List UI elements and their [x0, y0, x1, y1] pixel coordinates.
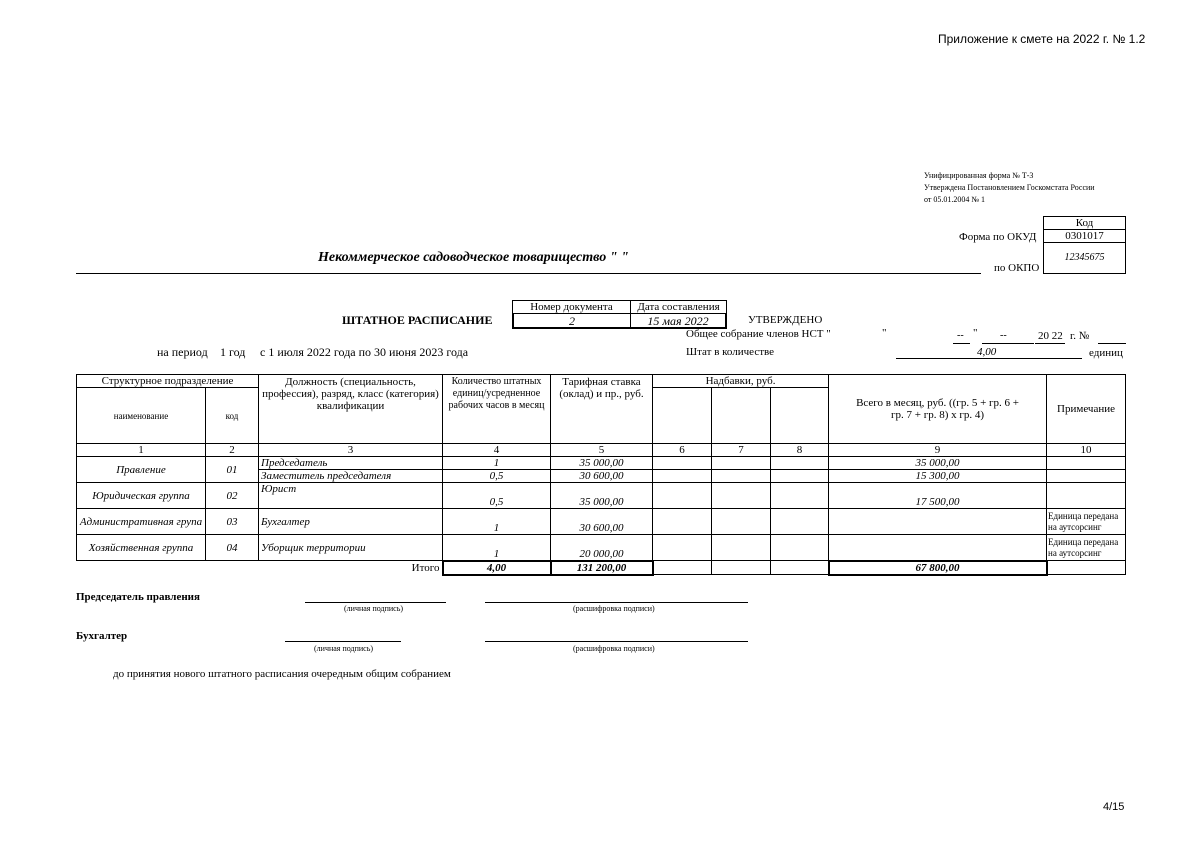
staff-label: Штат в количестве — [686, 346, 775, 358]
staff-units: единиц — [1089, 347, 1123, 359]
unified-form-line: от 05.01.2004 № 1 — [924, 195, 986, 204]
approved-year-line — [1035, 343, 1065, 344]
row-bonus — [653, 535, 712, 561]
approved-year-suffix: г. № — [1070, 330, 1090, 342]
header-bonus: Надбавки, руб. — [653, 375, 829, 388]
staff-underline — [896, 358, 1082, 359]
row-rate: 35 000,00 — [551, 483, 653, 509]
approved-month: -- — [1000, 330, 1007, 341]
approved-quote-close: " — [973, 327, 978, 339]
doc-date: 15 мая 2022 — [630, 313, 727, 329]
header-note: Примечание — [1047, 375, 1126, 444]
row-note — [1047, 457, 1126, 470]
row-bonus — [771, 483, 829, 509]
row-position: Председатель — [259, 457, 443, 470]
org-underline — [76, 273, 981, 274]
row-bonus — [712, 483, 771, 509]
accountant-signature-line — [285, 641, 401, 642]
row-count: 1 — [443, 457, 551, 470]
row-rate: 35 000,00 — [551, 457, 653, 470]
col-number: 7 — [712, 444, 771, 457]
row-bonus — [771, 470, 829, 483]
approved-month-line — [982, 343, 1034, 344]
doc-date-label: Дата составления — [630, 300, 727, 314]
okud-value: 0301017 — [1043, 229, 1126, 243]
total-row — [77, 561, 1126, 575]
approved-day-line — [953, 343, 970, 344]
chairman-label: Председатель правления — [76, 591, 200, 603]
row-bonus — [712, 535, 771, 561]
unified-form-note — [924, 170, 1095, 206]
header-total: Всего в месяц, руб. ((гр. 5 + гр. 6 + гр. 7 + гр. 8) х гр. 4) — [829, 375, 1047, 444]
footer-note: до принятия нового штатного расписания очередным общим собранием — [113, 668, 451, 680]
doc-number: 2 — [512, 313, 631, 329]
row-division-code: 02 — [206, 483, 259, 509]
approved-number-line — [1098, 343, 1126, 344]
row-count: 1 — [443, 509, 551, 535]
row-position: Уборщик территории — [259, 535, 443, 561]
row-bonus — [653, 470, 712, 483]
header-name: наименование — [77, 388, 206, 444]
total-note — [1047, 561, 1126, 575]
chairman-decoding-caption: (расшифровка подписи) — [573, 604, 655, 613]
row-rate: 30 600,00 — [551, 509, 653, 535]
col-number: 6 — [653, 444, 712, 457]
row-total: 17 500,00 — [829, 483, 1047, 509]
row-division-name: Правление — [77, 457, 206, 483]
row-bonus — [653, 509, 712, 535]
approved-day: -- — [957, 330, 964, 341]
col-number: 1 — [77, 444, 206, 457]
row-position: Бухгалтер — [259, 509, 443, 535]
table-row — [77, 535, 1126, 561]
total-bonus — [771, 561, 829, 575]
row-total: 35 000,00 — [829, 457, 1047, 470]
approved-label: УТВЕРЖДЕНО — [748, 314, 823, 326]
row-rate: 20 000,00 — [551, 535, 653, 561]
accountant-decoding-line — [485, 641, 748, 642]
total-bonus — [712, 561, 771, 575]
table-row — [77, 457, 1126, 470]
document-title: ШТАТНОЕ РАСПИСАНИЕ — [342, 313, 493, 327]
row-total — [829, 535, 1047, 561]
row-division-name: Административная група — [77, 509, 206, 535]
table-row — [77, 483, 1126, 509]
row-bonus — [653, 483, 712, 509]
header-division: Структурное подразделение — [77, 375, 259, 388]
row-rate: 30 600,00 — [551, 470, 653, 483]
staffing-table — [76, 374, 1126, 576]
bonus-col-7 — [712, 388, 771, 444]
row-bonus — [712, 509, 771, 535]
row-count: 0,5 — [443, 483, 551, 509]
row-bonus — [771, 509, 829, 535]
col-number: 8 — [771, 444, 829, 457]
header-code: код — [206, 388, 259, 444]
col-number: 4 — [443, 444, 551, 457]
row-count: 0,5 — [443, 470, 551, 483]
row-total — [829, 509, 1047, 535]
approved-year: 20 22 — [1038, 330, 1063, 342]
row-division-code: 03 — [206, 509, 259, 535]
total-rate: 131 200,00 — [551, 561, 653, 575]
row-note — [1047, 470, 1126, 483]
bonus-col-6 — [653, 388, 712, 444]
chairman-signature-caption: (личная подпись) — [344, 604, 404, 613]
col-number: 2 — [206, 444, 259, 457]
row-division-code: 04 — [206, 535, 259, 561]
staff-value: 4,00 — [977, 346, 997, 358]
period-label: на период — [157, 345, 208, 359]
row-note: Единица передана на аутсорсинг — [1047, 509, 1126, 535]
row-note — [1047, 483, 1126, 509]
col-number: 10 — [1047, 444, 1126, 457]
row-position: Юрист — [259, 483, 443, 509]
header-position: Должность (специальность, профессия), разряд, класс (категория) квалификации — [259, 375, 443, 444]
total-bonus — [653, 561, 712, 575]
code-header: Код — [1043, 216, 1126, 230]
row-division-code: 01 — [206, 457, 259, 483]
row-position: Заместитель председателя — [259, 470, 443, 483]
bonus-col-8 — [771, 388, 829, 444]
row-bonus — [712, 457, 771, 470]
appendix-label: Приложение к смете на 2022 г. № 1.2 — [938, 32, 1146, 46]
approved-quote: " — [882, 327, 887, 339]
column-numbers-row — [77, 444, 1126, 457]
header-count: Количество штатных единиц/усредненное рабочих часов в месяц — [443, 375, 551, 444]
row-bonus — [771, 535, 829, 561]
chairman-signature-line — [305, 602, 446, 603]
okpo-label: по ОКПО — [994, 262, 1040, 274]
row-count: 1 — [443, 535, 551, 561]
total-label: Итого — [77, 561, 443, 575]
accountant-signature-caption: (личная подпись) — [314, 644, 374, 653]
okpo-value: 12345675 — [1043, 242, 1126, 274]
page-number: 4/15 — [1103, 801, 1125, 813]
table-row — [77, 509, 1126, 535]
chairman-decoding-line — [485, 602, 748, 603]
accountant-decoding-caption: (расшифровка подписи) — [573, 644, 655, 653]
col-number: 9 — [829, 444, 1047, 457]
total-sum: 67 800,00 — [829, 561, 1047, 575]
col-number: 5 — [551, 444, 653, 457]
unified-form-line: Унифицированная форма № Т-3 — [924, 171, 1034, 180]
approved-by: Общее собрание членов НСТ " — [686, 328, 831, 340]
period-range: с 1 июля 2022 года по 30 июня 2023 года — [260, 345, 469, 359]
col-number: 3 — [259, 444, 443, 457]
row-division-name: Хозяйственная группа — [77, 535, 206, 561]
period-value: 1 год — [220, 345, 246, 359]
row-bonus — [653, 457, 712, 470]
row-note: Единица передана на аутсорсинг — [1047, 535, 1126, 561]
doc-number-label: Номер документа — [512, 300, 631, 314]
row-division-name: Юридическая группа — [77, 483, 206, 509]
accountant-label: Бухгалтер — [76, 630, 128, 642]
row-bonus — [771, 457, 829, 470]
row-total: 15 300,00 — [829, 470, 1047, 483]
okud-label: Форма по ОКУД — [959, 231, 1037, 243]
unified-form-line: Утверждена Постановлением Госкомстата России — [924, 183, 1095, 192]
row-bonus — [712, 470, 771, 483]
organization-name: Некоммерческое садоводческое товарищество " " — [318, 250, 629, 265]
total-count: 4,00 — [443, 561, 551, 575]
header-rate: Тарифная ставка (оклад) и пр., руб. — [551, 375, 653, 444]
